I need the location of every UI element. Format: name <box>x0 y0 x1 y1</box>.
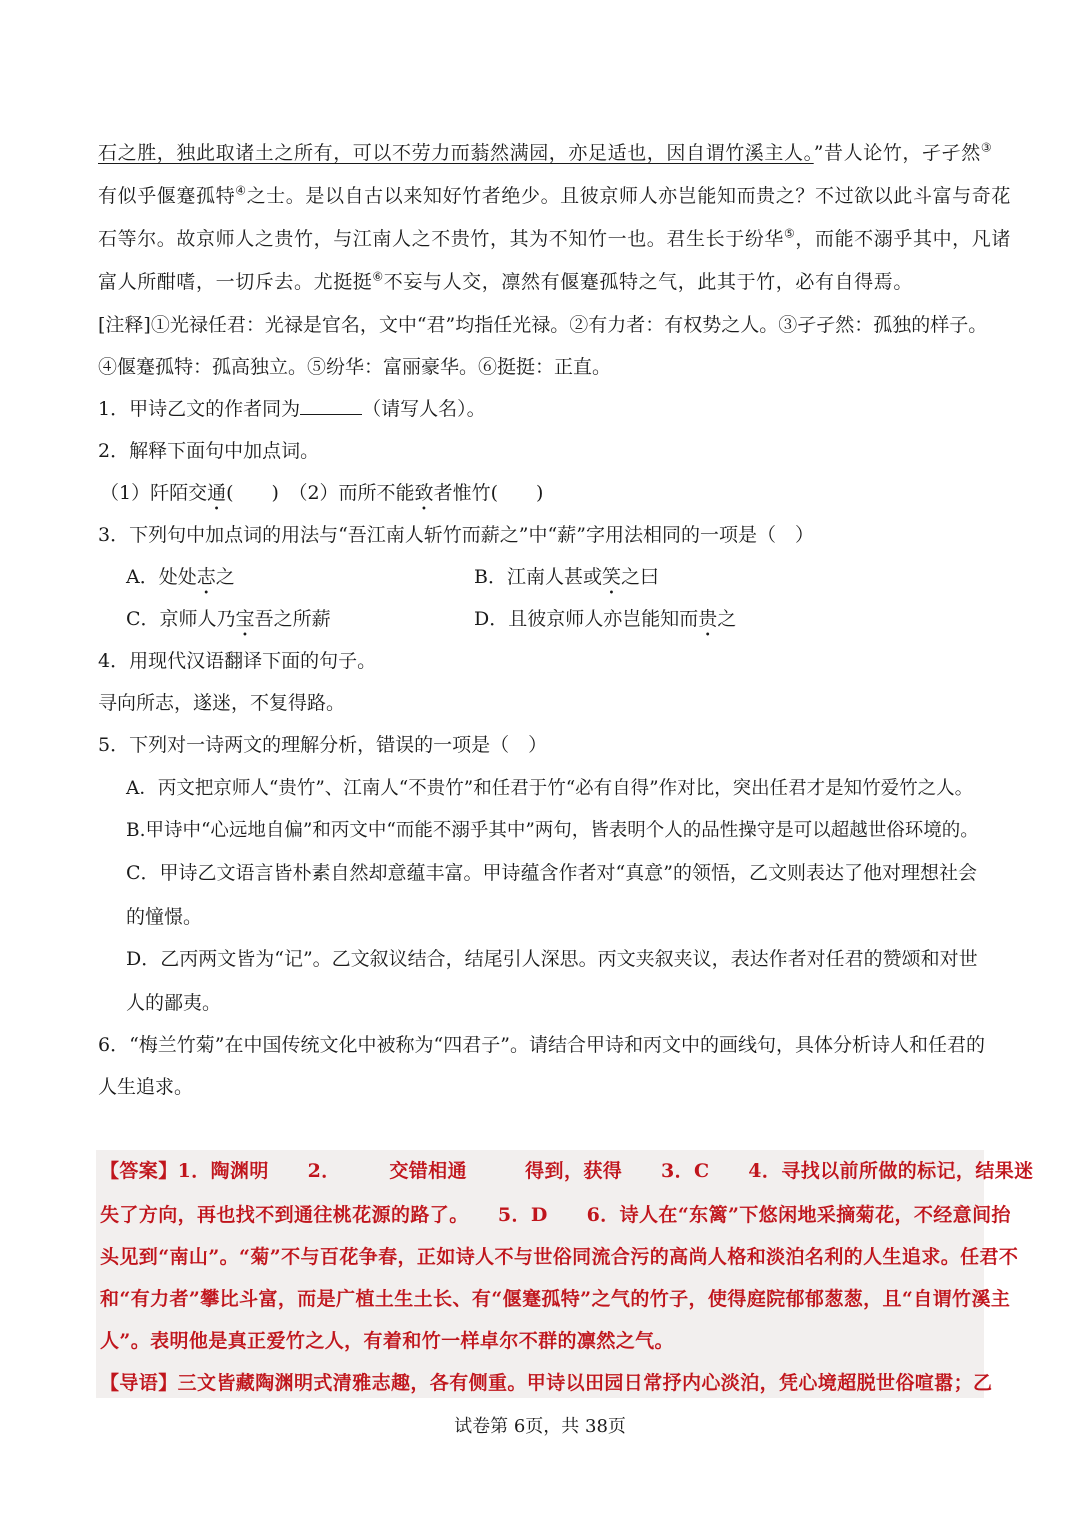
page-footer: 试卷第 6页，共 38页 <box>454 1416 626 1437</box>
question-2: 2．解释下面句中加点词。 <box>98 440 320 462</box>
answer-line-4: 和“有力者”攀比斗富，而是广植土生土长、有“偃蹇孤特”之气的竹子，使得庭院郁郁葱葱，且“自谓竹溪主 <box>100 1288 1011 1310</box>
notes-line-1: [注释]①光禄任君：光禄是官名，文中“君”均指任光禄。②有力者：有权势之人。③孑孑然：孤独的样子。 <box>98 314 988 336</box>
passage-line-2: 有似乎偃蹇孤特④之士。是以自古以来知好竹者绝少。且彼京师人亦岂能知而贵之？不过欲以此斗富与奇花 <box>98 183 1011 207</box>
underlined-sentence: 石之胜，独此取诸土之所有，可以不劳力而蓊然满园，亦足适也，因自谓竹溪主人。 <box>98 142 814 164</box>
option-b[interactable]: B．江南人甚或笑之曰 <box>474 566 659 588</box>
answer-blank[interactable] <box>300 396 362 415</box>
answer-tag: 【答案】 <box>100 1160 178 1182</box>
option-d[interactable]: D．且彼京师人亦岂能知而贵之 <box>474 608 737 630</box>
question-6: 6．“梅兰竹菊”在中国传统文化中被称为“四君子”。请结合甲诗和丙文中的画线句，具体分析诗人和任君的 <box>98 1034 985 1056</box>
answer-section <box>96 1150 984 1398</box>
answer-line-3: 头见到“南山”。“菊”不与百花争春，正如诗人不与世俗同流合污的高尚人格和淡泊名利的人生追求。任君不 <box>100 1246 1019 1268</box>
question-5-option-c-cont: 的憧憬。 <box>126 906 203 928</box>
question-5-option-b[interactable]: B.甲诗中“心远地自偏”和丙文中“而能不溺乎其中”两句，皆表明个人的品性操守是可以超越世俗环境的。 <box>126 820 979 841</box>
answer-line-1: 【答案】1．陶渊明 2． 交错相通 得到，获得 3．C 4．寻找以前所做的标记，结果迷 <box>100 1160 1034 1182</box>
question-3-options-cd <box>126 606 986 641</box>
question-3-options-ab <box>126 564 986 599</box>
question-1: 1．甲诗乙文的作者同为 （请写人名）。 <box>98 398 486 420</box>
question-5-option-c[interactable]: C．甲诗乙文语言皆朴素自然却意蕴丰富。甲诗蕴含作者对“真意”的领悟，乙文则表达了他对理想社会 <box>126 862 977 884</box>
question-2-items: （1）阡陌交通( ) （2）而所不能致者惟竹( ) <box>100 482 544 504</box>
option-a[interactable]: A．处处志之 <box>126 566 235 588</box>
question-5-option-d-cont: 人的鄙夷。 <box>126 992 222 1014</box>
answer-line-5: 人”。表明他是真正爱竹之人，有着和竹一样卓尔不群的凛然之气。 <box>100 1330 674 1352</box>
question-5-option-d[interactable]: D．乙丙两文皆为“记”。乙文叙议结合，结尾引人深思。丙文夹叙夹议，表达作者对任君的赞颂和对世 <box>126 948 978 970</box>
option-c[interactable]: C．京师人乃宝吾之所薪 <box>126 608 331 630</box>
question-4-sentence: 寻向所志，遂迷，不复得路。 <box>98 692 346 714</box>
question-4: 4．用现代汉语翻译下面的句子。 <box>98 650 377 672</box>
question-3: 3．下列句中加点词的用法与“吾江南人斩竹而薪之”中“薪”字用法相同的一项是（ ） <box>98 524 814 546</box>
passage-line-4: 富人所酣嗜，一切斥去。尤挺挺⑥不妄与人交，凛然有偃蹇孤特之气，此其于竹，必有自得焉。 <box>98 269 913 293</box>
question-6-cont: 人生追求。 <box>98 1076 194 1098</box>
guide-tag: 【导语】 <box>100 1372 178 1394</box>
question-5: 5．下列对一诗两文的理解分析，错误的一项是（ ） <box>98 734 548 756</box>
question-5-option-a[interactable]: A．丙文把京师人“贵竹”、江南人“不贵竹”和任君于竹“必有自得”作对比，突出任君才是知竹爱竹之人。 <box>126 778 974 799</box>
passage-line-3: 石等尔。故京师人之贵竹，与江南人之不贵竹，其为不知竹一也。君生长于纷华⑤，而能不溺乎其中，凡诸 <box>98 226 1011 250</box>
guide-line: 【导语】三文皆藏陶渊明式清雅志趣，各有侧重。甲诗以田园日常抒内心淡泊，凭心境超脱世俗喧嚣；乙 <box>100 1372 993 1394</box>
notes-line-2: ④偃蹇孤特：孤高独立。⑤纷华：富丽豪华。⑥挺挺：正直。 <box>98 356 612 378</box>
passage-line-1: 石之胜，独此取诸土之所有，可以不劳力而蓊然满园，亦足适也，因自谓竹溪主人。”昔人论竹，孑孑然③ <box>98 140 993 164</box>
answer-line-2: 失了方向，再也找不到通往桃花源的路了。 5．D 6．诗人在“东篱”下悠闲地采摘菊花，不经意间抬 <box>100 1204 1011 1226</box>
